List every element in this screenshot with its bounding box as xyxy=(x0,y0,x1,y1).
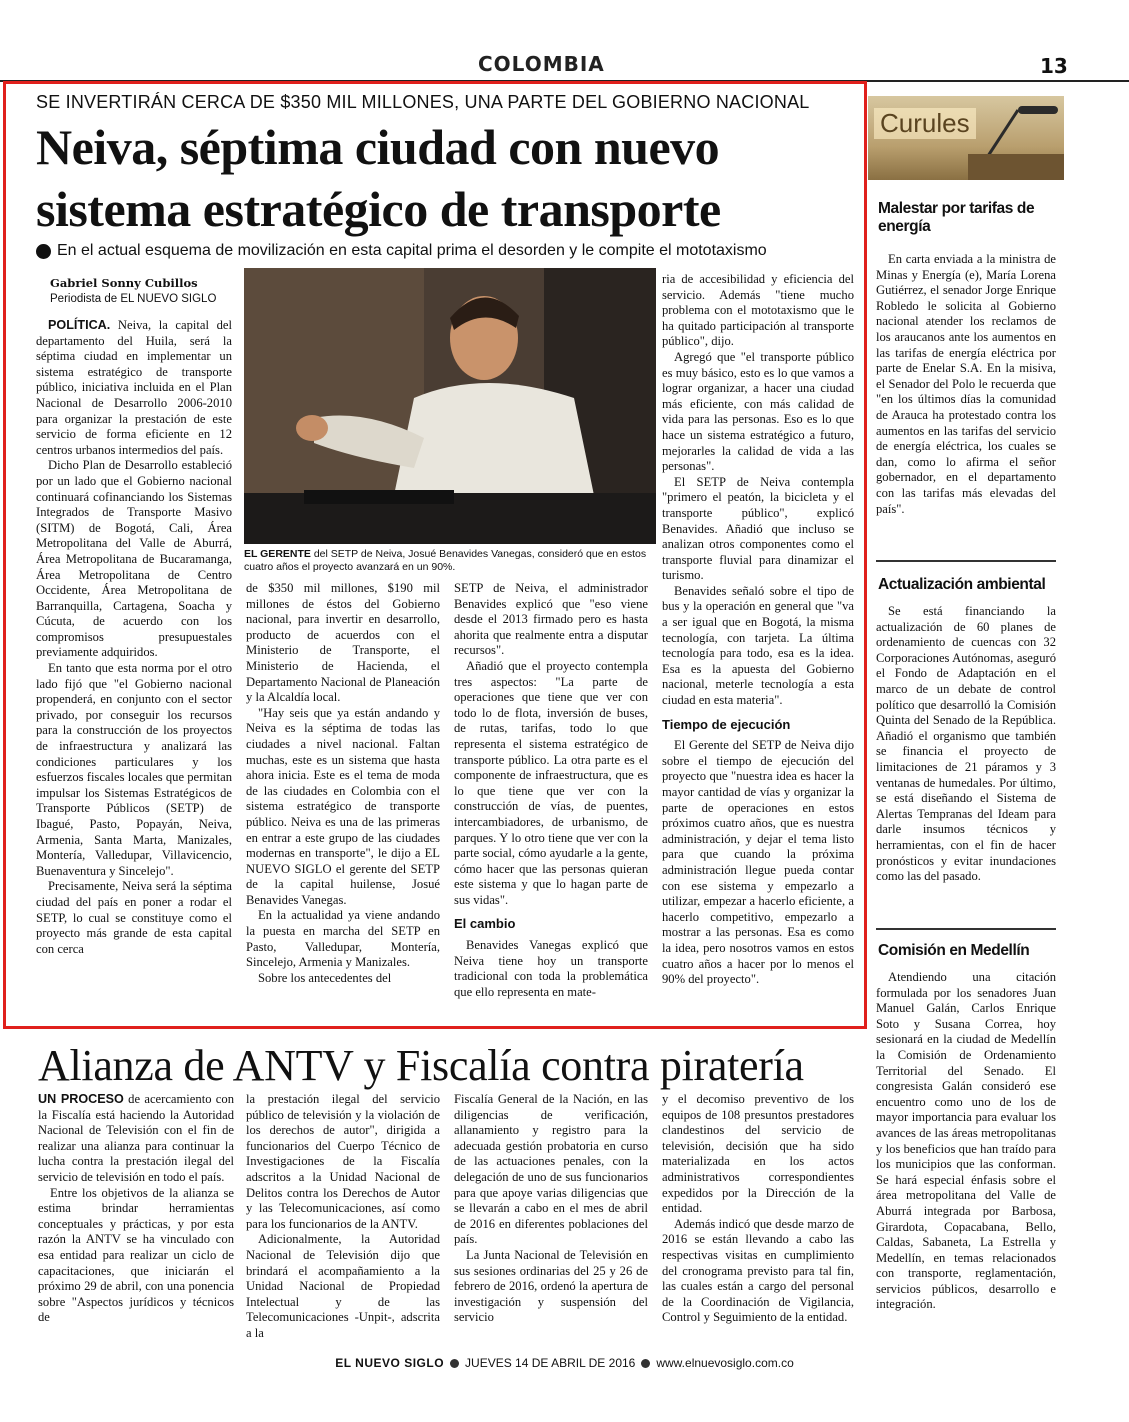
sidebar-title-ambiental: Actualización ambiental xyxy=(878,576,1046,593)
paragraph: En la actualidad ya viene andando la puesta en marcha del SETP en Pasto, Valledupar, Montería, Sincelejo, Armenia y Manizales. xyxy=(246,908,440,970)
paragraph: Benavides señaló sobre el tipo de bus y la operación en general que "va a ser igual que en Bogotá, la misma tecnología, con tarjeta. La última tecnología para todo, esa es la idea. Esa es la apuesta del Gobierno nacional, meterle tecnología a esta ciudad en esta materia". xyxy=(662,583,854,708)
sidebar-divider xyxy=(876,560,1056,562)
article-summary xyxy=(36,242,856,260)
paragraph: la prestación ilegal del servicio público de televisión y la violación de los derechos de autor", dirigida a funcionarios del Cuerpo Técnico de Investigaciones de la Fiscalía adscritos a la Unidad Nacional de Delitos contra los Derechos de Autor y las Telecomunicaciones, así como para los funcionarios de la ANTV. xyxy=(246,1092,440,1231)
page-number: 13 xyxy=(1040,54,1068,78)
article2-column-3 xyxy=(454,1092,648,1326)
article-column-2 xyxy=(246,581,440,986)
byline-name: Gabriel Sonny Cubillos xyxy=(50,276,198,290)
paragraph: de acercamiento con la Fiscalía está haciendo la Autoridad Nacional de Televisión con el fin de realizar una alianza para continuar la lucha contra la prestación ilegal del servicio de televisión en todo el país. xyxy=(38,1092,234,1184)
photo-illustration xyxy=(244,268,656,544)
paragraph: El Gerente del SETP de Neiva dijo sobre el tiempo de ejecución del proyecto que "nuestra idea es hacer la mayor cantidad de vías y organizar la parte de operaciones en estos próximos cuatro años, que es nuestra administración, y dejar el tema listo para que cuando la próxima administración llegue pueda contar con ese sistema y empezarlo a utilizar, empezar a hacerlo eficiente, a hacerlo competitivo, empezarlo a mostrar a las personas. Esa es como la idea, pero nosotros vamos en estos cuatro años a hacer por lo menos el 90% del proyecto". xyxy=(662,738,854,987)
paragraph: "Hay seis que ya están andando y Neiva es la séptima de todas las ciudades a nivel nacional. Faltan muchas, este es un sistema que hasta ahora inicia. Este es el tema de moda de las ciudades en Colombia con el sistema estratégico de transporte público. Neiva es una de las primeras en entrar a este grupo de las ciudades modernas en transporte", le dijo a EL NUEVO SIGLO el gerente del SETP de la capital huilense, Josué Benavides Vanegas. xyxy=(246,705,440,907)
headline-line-1: Neiva, séptima ciudad con nuevo xyxy=(36,119,720,175)
footer-url[interactable]: www.elnuevosiglo.com.co xyxy=(656,1356,794,1370)
microphone-icon xyxy=(868,96,1064,180)
paragraph: Neiva, la capital del departamento del Huila, será la séptima ciudad en implementar un sistema estratégico de transporte público, iniciativa incluida en el Plan Nacional de Desarrollo 2006-2010 para organizar la prestación de este servicio de forma eficiente en 12 centros urbanos intermedios del país. xyxy=(36,318,232,457)
article-headline xyxy=(36,116,856,240)
bullet-icon xyxy=(450,1359,459,1368)
article-column-1 xyxy=(36,318,232,957)
sidebar-story-energia xyxy=(876,252,1056,517)
paragraph: El SETP de Neiva contempla "primero el peatón, la bicicleta y el transporte público", explicó Benavides. Añadió que incluso se analizan otros componentes como el transporte fluvial para dinamizar el turismo. xyxy=(662,474,854,583)
paragraph: En tanto que esta norma por el otro lado fijó que "el Gobierno nacional propenderá, en conjunto con el sector privado, por conseguir los recursos para la construcción de los proyectos de infraestructura y analizará las condiciones particulares y los esfuerzos fiscales locales que permitan impulsar los Sistemas Estratégicos de Transporte Públicos (SETP) de Ibagué, Pasto, Popayán, Neiva, Armenia, Santa Marta, Manizales, Montería, Valledupar, Villavicencio, Buenaventura y Sincelejo". xyxy=(36,661,232,878)
sidebar-story-ambiental xyxy=(876,604,1056,885)
article-kicker: SE INVERTIRÁN CERCA DE $350 MIL MILLONES, UNA PARTE DEL GOBIERNO NACIONAL xyxy=(36,92,810,112)
article-photo xyxy=(244,268,656,544)
article2-column-1 xyxy=(38,1092,234,1326)
article2-headline: Alianza de ANTV y Fiscalía contra piratería xyxy=(38,1041,804,1090)
banner-title: Curules xyxy=(874,108,976,139)
article2-column-2 xyxy=(246,1092,440,1342)
paragraph: Agregó que "el transporte público es muy básico, esto es lo que vamos a lograr organizar, a hacer una ciudad más eficiente, con más calidad de vida para las personas. Eso es lo que hace un sistema estratégico a futuro, mejorarles la calidad de vida a las personas". xyxy=(662,349,854,474)
paragraph: SETP de Neiva, el administrador Benavides explicó que "eso viene desde el 2013 firmado pero es hasta ahorita que realmente entra a disputar recursos". xyxy=(454,581,648,658)
paragraph: Atendiendo una citación formulada por los senadores Juan Manuel Galán, Carlos Enrique Soto y Susana Correa, hoy sesionará en la ciudad de Medellín la Comisión de Ordenamiento Territorial del Senado. El congresista Galán consideró ese encuentro como uno de los de mayor importancia para evaluar los avances de las áreas metropolitanas y los beneficios que han traído para los municipios que las conforman. Se hará especial énfasis sobre el área metropolitana del Valle de Aburrá integrada por Barbosa, Girardota, Copacabana, Bello, Caldas, Sabaneta, La Estrella y Medellín, en temas relacionados con transporte, reglamentación, servicios públicos, desarrollo e integración. xyxy=(876,970,1056,1312)
paragraph: Fiscalía General de la Nación, en las diligencias de verificación, allanamiento y registro para la adecuada gestión probatoria en curso de las actuaciones penales, con la delegación de uno de sus funcionarios para que apoye varias diligencias que se llevarán a cabo en el mes de abril de 2016 en diferentes poblaciones del país. xyxy=(454,1092,648,1247)
photo-caption xyxy=(244,548,656,574)
caption-text: del SETP de Neiva, Josué Benavides Vanegas, consideró que en estos cuatro años el proyecto avanzará en un 90%. xyxy=(244,548,647,573)
paragraph: Se está financiando la actualización de 60 planes de ordenamiento de cuencas con 32 Corporaciones Autónomas, aseguró el Fondo de Adaptación en el marco de un debate de control político que desarrolló la Comisión Quinta del Senado de la República. Añadió el organismo que también se financia el proyecto de limitaciones de 21 páramos y 3 ventanas de humedales. Por último, se está diseñando el Sistema de Alertas Tempranas del Ideam para darle insumos técnicos y herramientas, con el fin de hacer pronósticos y evitar inundaciones como las del pasado. xyxy=(876,604,1056,884)
paragraph: y el decomiso preventivo de los equipos de 108 presuntos prestadores clandestinos del servicio de televisión, decisión que ha sido materializada en los actos administrativos correspondientes expedidos por la Dirección de la entidad. xyxy=(662,1092,854,1216)
paragraph: Benavides Vanegas explicó que Neiva tiene hoy un transporte tradicional con toda la problemática que ello representa en mate- xyxy=(454,938,648,999)
paragraph: Además indicó que desde marzo de 2016 se están llevando a cabo las respectivas visitas en cumplimiento del cronograma previsto para tal fin, las cuales están a cargo del personal de la Coordinación de Vigilancia, Control y Seguimiento de la entidad. xyxy=(662,1216,854,1325)
sidebar-divider xyxy=(876,928,1056,930)
paragraph: ria de accesibilidad y eficiencia del servicio. Además "tiene mucho problema con el mototaxismo que le ha quitado participación al transporte público", dijo. xyxy=(662,272,854,349)
paragraph: Precisamente, Neiva será la séptima ciudad del país en poner a rodar el SETP, lo cual se constituye como el proyecto más grande de esta capital con cerca xyxy=(36,879,232,956)
sidebar-story-medellin xyxy=(876,970,1056,1313)
paragraph: Dicho Plan de Desarrollo estableció por un lado que el Gobierno nacional continuará cofinanciando los Sistemas Integrados de Transporte Masivo (SITM) de Bogotá, Cali, Área Metropolitana del Valle de Aburrá, Área Metropolitana de Bucaramanga, Área Metropolitana de Centro Occidente, Área Metropolitana de Barranquilla, Cartagena, Soacha y Cúcuta, de acuerdo con los compromisos presupuestales previamente adquiridos. xyxy=(36,458,232,660)
paragraph: La Junta Nacional de Televisión en sus sesiones ordinarias del 25 y 26 de febrero de 2016, ordenó la apertura de investigación y suspensión del servicio xyxy=(454,1247,648,1325)
subheading: Tiempo de ejecución xyxy=(662,716,791,732)
section-title: COLOMBIA xyxy=(478,52,605,76)
paragraph: Adicionalmente, la Autoridad Nacional de Televisión dijo que brindará el acompañamiento a la Unidad Nacional de Propiedad Intelectual y de las Telecomunicaciones -Unpit-, adscrita a la xyxy=(246,1232,440,1340)
sidebar-title-energia: Malestar por tarifas de energía xyxy=(878,200,1035,235)
headline-line-2: sistema estratégico de transporte xyxy=(36,181,721,237)
page-footer xyxy=(0,1356,1129,1370)
article-column-4 xyxy=(662,272,854,988)
paragraph: Entre los objetivos de la alianza se estima brindar herramientas conceptuales y prácticas, y por esta razón la ANTV se ha vinculado con esa entidad para realizar un ciclo de capacitaciones, que iniciarán el próximo 29 de abril, con una ponencia sobre "Aspectos jurídicos y técnicos de xyxy=(38,1185,234,1325)
article-lead: POLÍTICA. xyxy=(48,318,111,332)
bullet-icon xyxy=(641,1359,650,1368)
article-column-3 xyxy=(454,581,648,1000)
paragraph: En carta enviada a la ministra de Minas y Energía (e), María Lorena Gutiérrez, el senador Jorge Enrique Robledo le solicita al Gobierno nacional atender los reclamos de los araucanos ante los aumentos en las tarifas de energía eléctrica por parte de Enelar S.A. En la misiva, el Senador del Polo le recuerda que "en los últimos días la comunidad de Arauca ha protestado contra los aumentos en las tarifas del servicio de energía eléctrica, los cuales se dan, como lo afirma el señor gobernador, en el departamento con las tarifas más elevadas del país". xyxy=(876,252,1056,516)
caption-lead: EL GERENTE xyxy=(244,548,311,560)
footer-date: JUEVES 14 DE ABRIL DE 2016 xyxy=(465,1356,636,1370)
subheading: El cambio xyxy=(454,916,516,932)
sidebar-title-medellin: Comisión en Medellín xyxy=(878,942,1030,959)
footer-brand: EL NUEVO SIGLO xyxy=(335,1356,445,1370)
paragraph: Sobre los antecedentes del xyxy=(258,970,392,985)
byline-role: Periodista de EL NUEVO SIGLO xyxy=(50,293,217,305)
paragraph: Añadió que el proyecto contempla tres aspectos: "La parte de operaciones que tiene que ver con todo lo de flota, inversión de buses, de rutas, tarifas, todo lo que representa el sistema estratégico de transporte público. La otra parte es el componente de infraestructura, que es lo que tiene que ver con la construcción de vías, de puentes, intercambiadores, de urbanismo, de parques. Y lo otro tiene que ver con la parte social, cómo ayudarle a la gente, cómo hacer que las personas quieran este sistema y que lo hagan parte de sus vidas". xyxy=(454,658,648,907)
bullet-icon xyxy=(36,244,51,259)
curules-banner xyxy=(868,96,1064,180)
paragraph: de $350 mil millones, $190 mil millones de éstos del Gobierno nacional, para invertir en desarrollo, producto de acuerdos con el Ministerio de Transporte, el Ministerio de Hacienda, el Departamento Nacional de Planeación y la Alcaldía local. xyxy=(246,581,440,705)
article2-lead: UN PROCESO xyxy=(38,1092,124,1106)
summary-text: En el actual esquema de movilización en esta capital prima el desorden y le compite el mototaxismo xyxy=(57,242,767,259)
article2-column-4 xyxy=(662,1092,854,1326)
